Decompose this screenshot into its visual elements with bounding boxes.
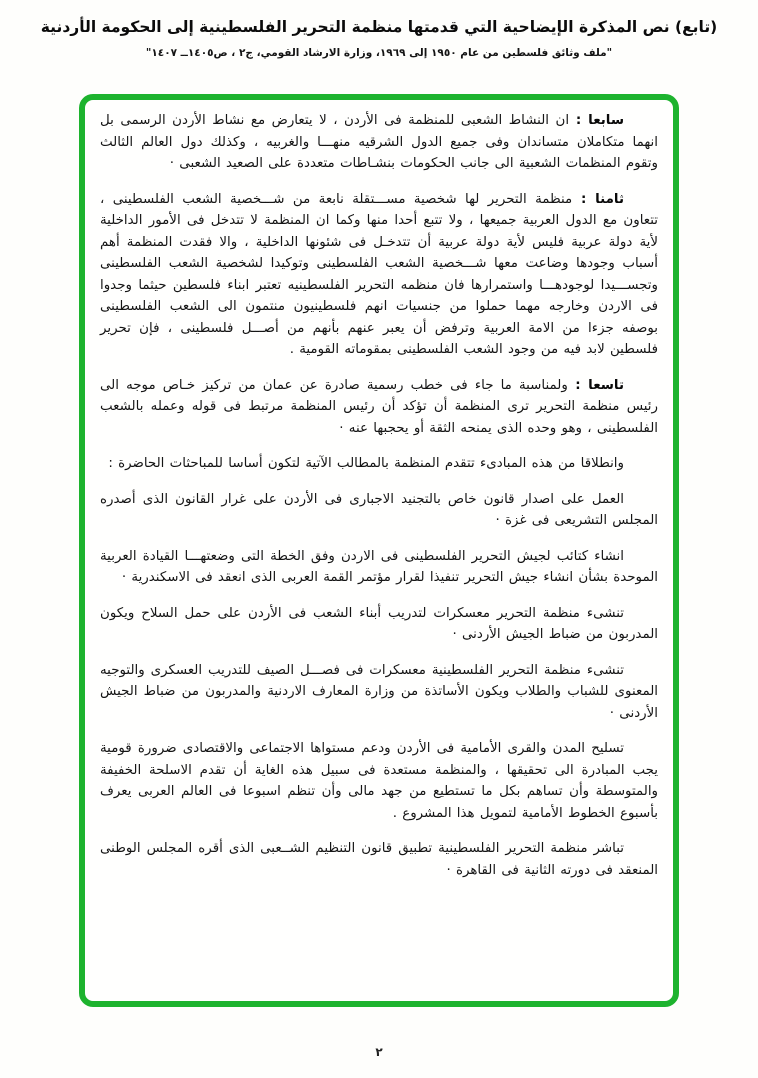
paragraph-lead: تاسعا : xyxy=(567,377,624,393)
paragraph-text: انشاء كتائب لجيش التحرير الفلسطينى فى الاردن وفق الخطة التى وضعتهـــا القيادة العربية الموحدة بشأن انشاء جيش التحرير تنفيذا لقرار مؤتمر القمة العربى الذى انعقد فى الاسكندرية · xyxy=(100,548,658,585)
paragraph xyxy=(100,110,658,175)
paragraph-text: ان النشاط الشعبى للمنظمة فى الأردن ، لا يتعارض مع نشاط الأردن الرسمى بل انهما متكاملان متساندان وفى جميع الدول الشرقيه منهـــا والغربيه ، وكذلك دول العالم الثالث وتقوم المنظمات الشعبية الى جانب الحكومات بنشـاطات متعددة على الصعيد الشعبى · xyxy=(100,113,658,171)
paragraph xyxy=(100,375,658,440)
document-header xyxy=(0,0,758,59)
paragraph-text: ولمناسبة ما جاء فى خطب رسمية صادرة عن عمان من تركيز خـاص موجه الى رئيس منظمة التحرير ترى المنظمة أن تؤكد أن رئيس المنظمة مرتبط فى قوله وعمله بالشعب الفلسطينى ، وهو وحده الذى يمنحه الثقة أو يحجبها عنه · xyxy=(100,377,658,436)
paragraph xyxy=(100,603,658,646)
memo-body xyxy=(100,110,658,881)
paragraph-text: تباشر منظمة التحرير الفلسطينية تطبيق قانون التنظيم الشــعبى الذى أقره المجلس الوطنى المنعقد فى دورته الثانية فى القاهرة · xyxy=(100,841,658,878)
document-footer xyxy=(0,1041,758,1060)
paragraph xyxy=(100,838,658,881)
paragraph xyxy=(100,546,658,589)
paragraph-text: تنشىء منظمة التحرير الفلسطينية معسكرات فى فصـــل الصيف للتدريب العسكرى والتوجيه المعنوى للشباب والطلاب ويكون الأساتذة من وزارة المعارف الاردنية والمدربون من ضباط الجيش الأردنى · xyxy=(100,662,658,721)
paragraph xyxy=(100,738,658,824)
paragraph xyxy=(100,660,658,725)
paragraph-lead: ثامنا : xyxy=(572,191,624,207)
green-border-frame xyxy=(79,94,679,1007)
paragraph xyxy=(100,189,658,361)
paragraph-text: وانطلاقا من هذه المبادىء تتقدم المنظمة بالمطالب الآتية لتكون أساسا للمباحثات الحاضرة : xyxy=(108,456,624,471)
paragraph-text: تسليح المدن والقرى الأمامية فى الأردن ودعم مستواها الاجتماعى والاقتصادى ضرورة قومية يجب المبادرة الى تحقيقها ، والمنظمة مستعدة فى سبيل هذه الغاية أن تقدم الاسلحة الخفيفة والمتوسطة وأن تساهم بكل ما تستطيع من جهد مالى وأن تنظم اسبوعا فى العالم العربى يعرف بأسبوع الخطوط الأمامية لتمويل هذا المشروع . xyxy=(100,741,658,821)
paragraph xyxy=(100,453,658,475)
paragraph-text: منظمة التحرير لها شخصية مســـتقلة نابعة من شـــخصية الشعب الفلسطينى ، تتعاون مع الدول العربية جميعها ، ولا تتبع أحدا منها وكما ان المنظمة لا تتدخل فى الأمور الداخلية لأية دولة عربية فليس لأية دولة عربية أن تتدخـل فى شئونها الداخلية ، والا فقدت المنظمة أهم أسباب وجودها وضاعت معها شـــخصية الشعب الفلسطينى وتوكيدا لشخصية الشعب الفلسطينى وتجســـيدا لوجودهـــا واستمرارها فان منظمه التحرير الفلسطينيه تعتبر ابناء فلسطين حيثما وجدوا فى الاردن وخارجه مهما حملوا من جنسيات انهم فلسطينيون منتمون الى الشعب الفلسطينى بوصفه جزءا من الامة العربية وترفض أن يعبر عنهم بأنهم من أصـــل فلسطينى ، فإن تحرير فلسطين لابد فيه من وجود الشعب الفلسطينى بمقوماته القومية . xyxy=(100,191,658,357)
paragraph-text: تنشىء منظمة التحرير معسكرات لتدريب أبناء الشعب فى الأردن على حمل السلاح ويكون المدربون من ضباط الجيش الأردنى · xyxy=(100,605,658,642)
document-title: (تابع) نص المذكرة الإيضاحية التي قدمتها منظمة التحرير الفلسطينية إلى الحكومة الأردنية xyxy=(40,18,718,36)
paragraph-text: العمل على اصدار قانون خاص بالتجنيد الاجبارى فى الأردن على غرار القانون الذى أصدره المجلس التشريعى فى غزة · xyxy=(100,491,658,528)
document-source-line: "ملف وثائق فلسطين من عام ١٩٥٠ إلى ١٩٦٩، وزارة الارشاد القومي، ج٢ ، ص١٤٠٥ــ ١٤٠٧" xyxy=(145,47,613,59)
paragraph xyxy=(100,489,658,532)
page-number: ٢ xyxy=(375,1045,383,1059)
paragraph-lead: سابعا : xyxy=(569,113,624,128)
